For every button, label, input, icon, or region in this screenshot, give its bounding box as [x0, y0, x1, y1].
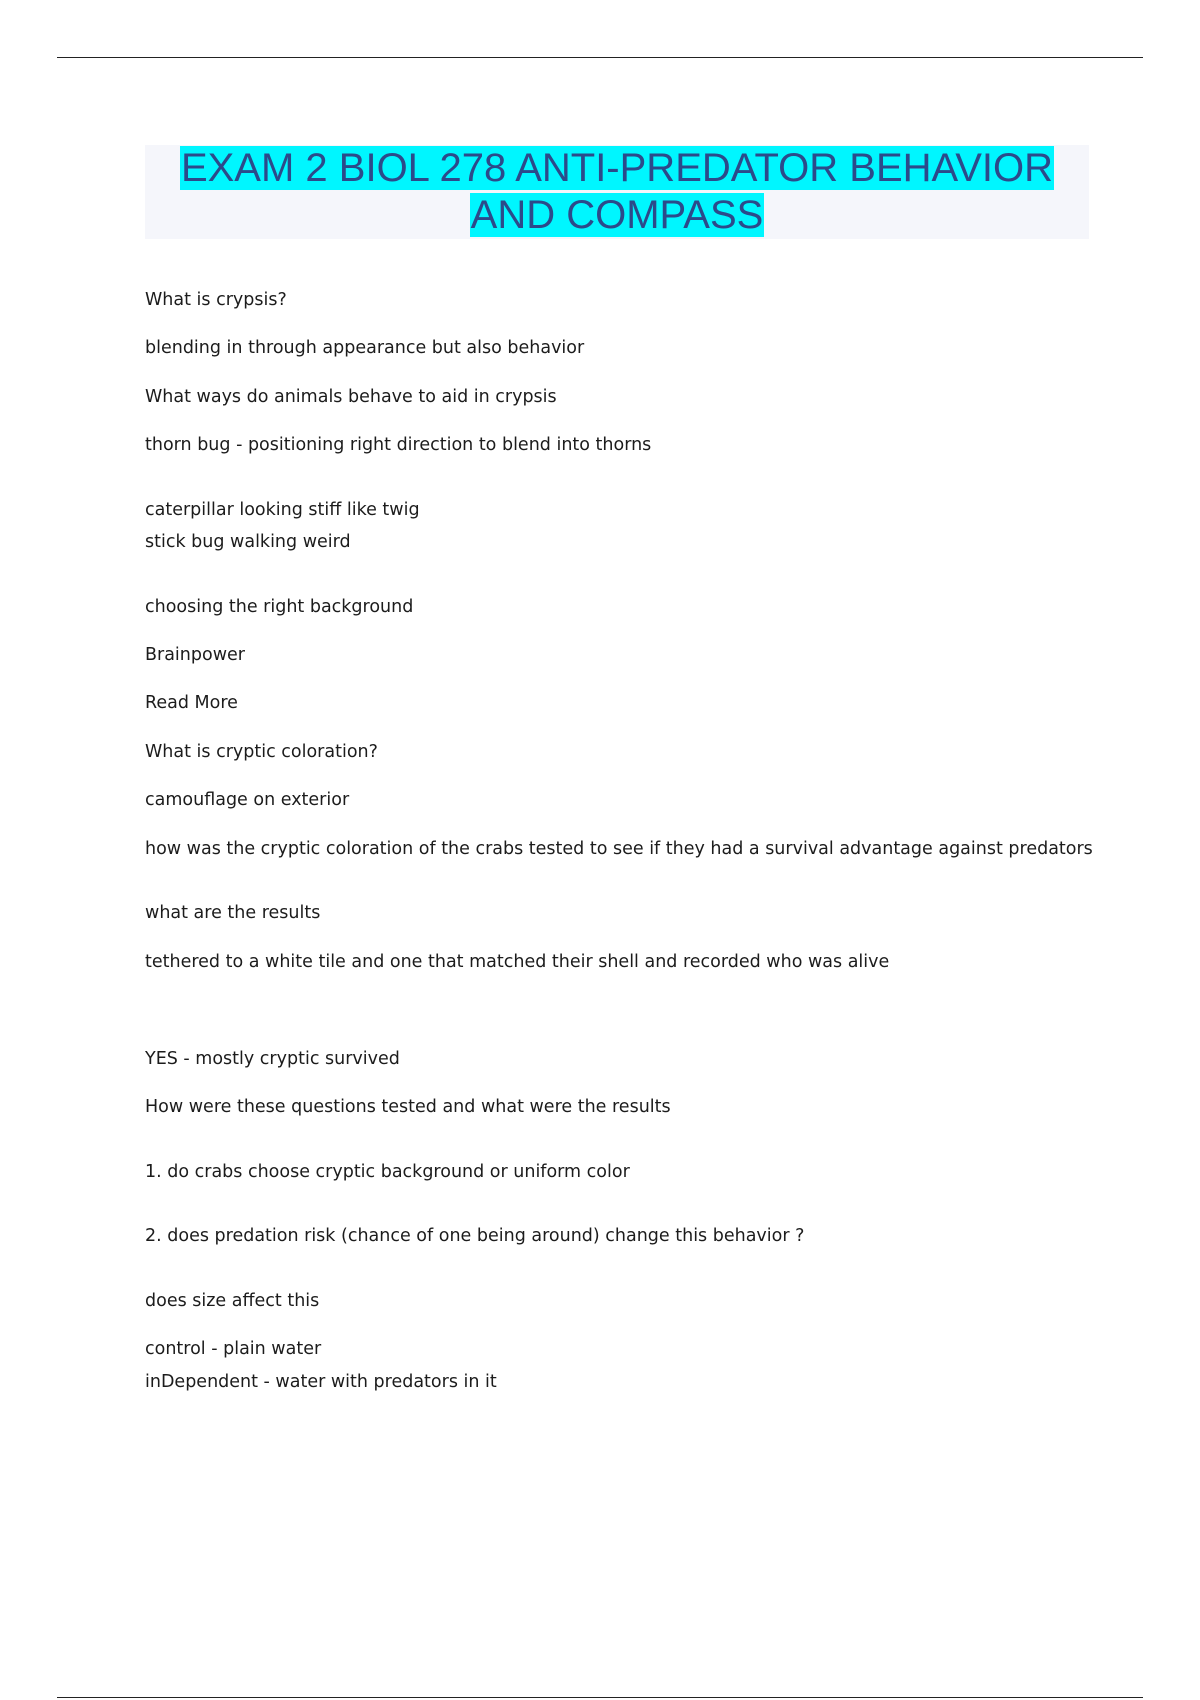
- question-line: What is crypsis?: [145, 290, 287, 310]
- brainpower-label: Brainpower: [145, 645, 245, 665]
- answer-line: YES - mostly cryptic survived: [145, 1049, 400, 1069]
- answer-line: control - plain water: [145, 1339, 322, 1359]
- answer-line: thorn bug - positioning right direction to blend into thorns: [145, 435, 652, 455]
- title-block: [145, 145, 1089, 239]
- answer-line: blending in through appearance but also behavior: [145, 338, 585, 358]
- answer-line: caterpillar looking stiff like twig: [145, 500, 420, 520]
- question-line: how was the cryptic coloration of the crabs tested to see if they had a survival advantage against predators: [145, 839, 1093, 859]
- top-rule: [57, 57, 1143, 58]
- question-line: How were these questions tested and what were the results: [145, 1097, 671, 1117]
- question-line: What is cryptic coloration?: [145, 742, 378, 762]
- document-title-line-1: EXAM 2 BIOL 278 ANTI-PREDATOR BEHAVIOR: [180, 146, 1054, 190]
- bottom-rule: [57, 1697, 1143, 1698]
- answer-line: stick bug walking weird: [145, 532, 351, 552]
- answer-line: inDependent - water with predators in it: [145, 1372, 497, 1392]
- answer-line: 1. do crabs choose cryptic background or uniform color: [145, 1162, 630, 1182]
- question-line: What ways do animals behave to aid in crypsis: [145, 387, 557, 407]
- answer-line: camouflage on exterior: [145, 790, 350, 810]
- answer-line: does size affect this: [145, 1291, 320, 1311]
- question-line: what are the results: [145, 903, 321, 923]
- answer-line: 2. does predation risk (chance of one being around) change this behavior ?: [145, 1226, 805, 1246]
- answer-line: choosing the right background: [145, 597, 414, 617]
- document-title-line-2: AND COMPASS: [470, 193, 764, 237]
- read-more-link[interactable]: Read More: [145, 693, 238, 713]
- answer-line: tethered to a white tile and one that matched their shell and recorded who was alive: [145, 952, 890, 972]
